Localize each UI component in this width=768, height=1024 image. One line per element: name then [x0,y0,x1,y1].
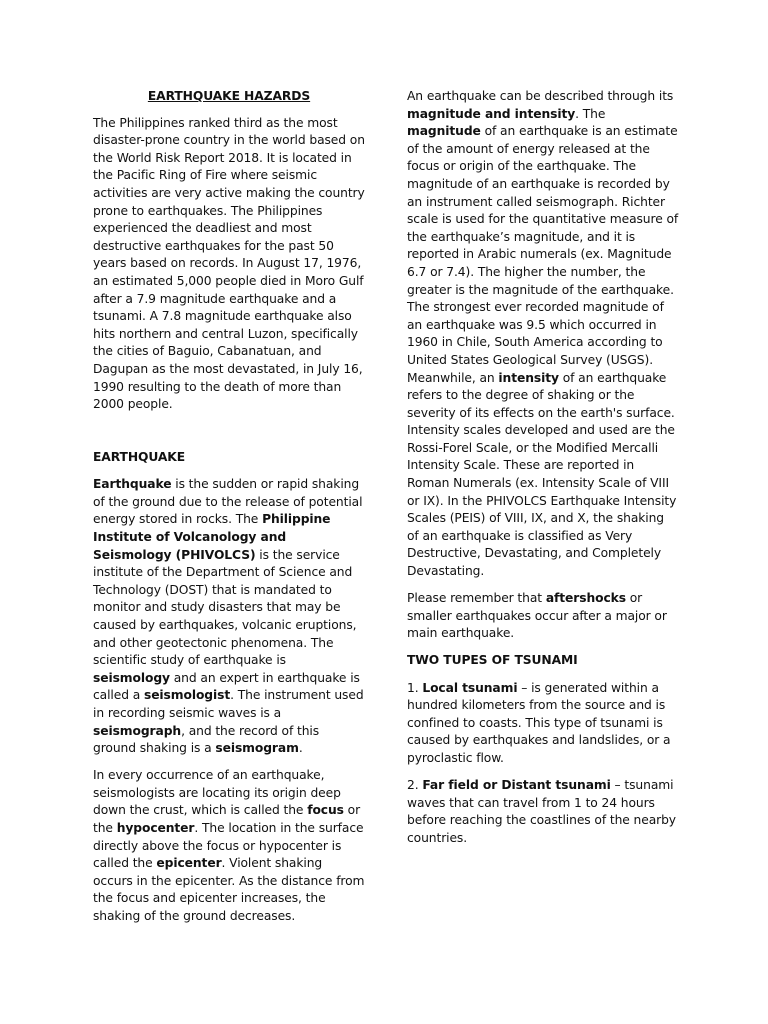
focus-paragraph: In every occurrence of an earthquake, seismologists are locating its origin deep down the crust, which is called the focus or the hypocenter. The location in the surface directly above the focus or hypocenter is called the epicenter. Violent shaking occurs in the epicenter. As the distance from the focus and epicenter increases, the shaking of the ground decreases. [93,768,365,924]
term-seismologist: seismologist [143,688,231,703]
page-title: EARTHQUAKE HAZARDS [147,89,311,103]
earthquake-definition-paragraph: Earthquake is the sudden or rapid shaking of the ground due to the release of potential energy stored in rocks. The Philippine Institute of Volcanology and Seismology (PHIVOLCS) is the service institute of the Department of Science and Technology (DOST) that is mandated to monitor and study disasters that may be caused by earthquakes, volcanic eruptions, and other geotectonic phenomena. The scientific study of earthquake is seismology and an expert in earthquake is called a seismologist. The instrument used in recording seismic waves is a seismograph, and the record of this ground shaking is a seismogram. [93,477,364,756]
tsunami-item-distant: 2. Far field or Distant tsunami – tsunami waves that can travel from 1 to 24 hours before reaching the coastlines of the nearby countries. [407,777,676,845]
term-seismograph: seismograph [93,723,182,738]
term-local-tsunami: Local tsunami [422,680,518,695]
aftershocks-paragraph: Please remember that aftershocks or smaller earthquakes occur after a major or main earthquake. [407,591,667,641]
magnitude-intensity-paragraph: An earthquake can be described through its magnitude and intensity. The magnitude of an earthquake is an estimate of the amount of energy released at the focus or origin of the earthquake. The magnitude of an earthquake is recorded by an instrument called seismograph. Richter scale is used for the quantitative measure of the earthquake’s magnitude, and it is reported in Arabic numerals (ex. Magnitude 6.7 or 7.4). The higher the number, the greater is the magnitude of the earthquake. The strongest ever recorded magnitude of an earthquake was 9.5 which occurred in 1960 in Chile, South America according to United States Geological Survey (USGS). Meanwhile, an intensity of an earthquake refers to the degree of shaking or the severity of its effects on the earth's surface. Intensity scales developed and used are the Rossi-Forel Scale, or the Modified Mercalli Intensity Scale. These are reported in Roman Numerals (ex. Intensity Scale of VIII or IX). In the PHIVOLCS Earthquake Intensity Scales (PEIS) of VIII, IX, and X, the shaking of an earthquake is classified as Very Destructive, Devastating, and Completely Devastating. [407,89,679,579]
right-column [407,88,679,857]
term-seismogram: seismogram [215,741,299,756]
term-hypocenter: hypocenter [116,821,195,836]
tsunami-item-local: 1. Local tsunami – is generated within a hundred kilometers from the source and is confined to coasts. This type of tsunami is caused by earthquakes and landslides, or a pyroclastic flow. [407,680,671,765]
intro-paragraph: The Philippines ranked third as the most disaster-prone country in the world based on the World Risk Report 2018. It is located in the Pacific Ring of Fire where seismic activities are very active making the country prone to earthquakes. The Philippines experienced the deadliest and most destructive earthquakes for the past 50 years based on records. In August 17, 1976, an estimated 5,000 people died in Moro Gulf after a 7.9 magnitude earthquake and a tsunami. A 7.8 magnitude earthquake also hits northern and central Luzon, specifically the cities of Baguio, Cabanatuan, and Dagupan as the most devastated, in July 16, 1990 resulting to the death of more than 2000 people. [93,115,365,412]
term-phivolcs: Philippine Institute of Volcanology and Seismology (PHIVOLCS) [93,512,331,562]
term-magnitude-and-intensity: magnitude and intensity [407,106,576,121]
tsunami-heading: TWO TUPES OF TSUNAMI [407,653,578,668]
term-focus: focus [307,803,344,818]
left-column [93,88,365,935]
term-intensity: intensity [498,370,559,385]
term-aftershocks: aftershocks [545,591,626,606]
term-seismology: seismology [93,670,170,685]
term-earthquake: Earthquake [93,477,172,492]
earthquake-heading: EARTHQUAKE [93,450,186,465]
term-magnitude: magnitude [407,124,481,139]
term-epicenter: epicenter [156,856,222,871]
term-distant-tsunami: Far field or Distant tsunami [422,777,611,792]
section-spacer [93,423,365,449]
